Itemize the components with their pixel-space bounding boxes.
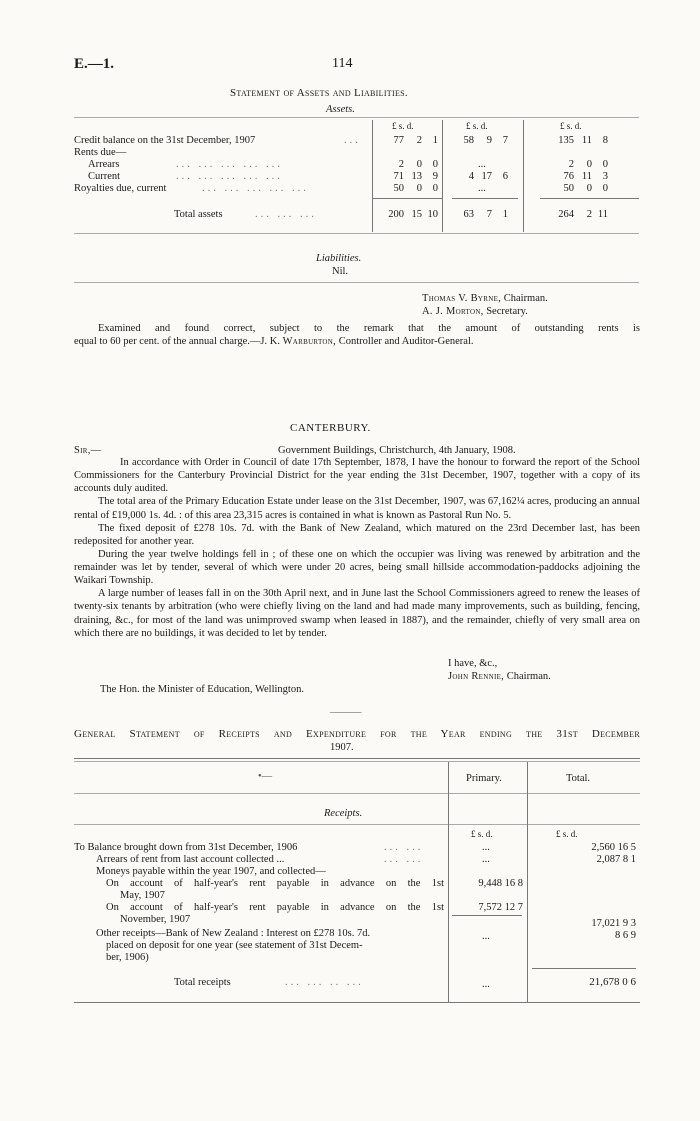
cell: 135 11 8 (558, 135, 608, 146)
cell: ... (482, 854, 490, 865)
table-row: On account of half-year's rent payable in advance on the 1st (106, 902, 444, 913)
receipts-title-year: 1907. (330, 742, 354, 753)
column-header-primary: Primary. (466, 773, 502, 784)
column-divider (442, 120, 443, 232)
addressee: The Hon. the Minister of Education, Wellington. (100, 684, 304, 695)
cell: ... (482, 979, 490, 990)
table-row: On account of half-year's rent payable in advance on the 1st (106, 878, 444, 889)
leader-dots: ... ... ... ... ... (176, 159, 283, 170)
letter-heading: CANTERBURY. (290, 422, 371, 434)
signature-chairman: Thomas V. Byrne, Chairman. (422, 293, 548, 304)
signature-secretary: A. J. Morton, Secretary. (422, 306, 528, 317)
leader-dots: ... ... (384, 854, 424, 865)
dash: •— (258, 771, 273, 782)
section-code: E.—1. (74, 56, 115, 72)
statement-title: Statement of Assets and Liabilities. (230, 87, 408, 99)
closing: I have, &c., (448, 658, 498, 669)
rule (452, 915, 522, 916)
cell: 2 0 0 (398, 159, 438, 170)
cell: 50 0 0 (563, 183, 608, 194)
table-row: Rents due— (74, 147, 127, 158)
cell: 77 2 1 (393, 135, 438, 146)
unit-header: £ s. d. (466, 121, 488, 131)
divider: ——— (330, 707, 362, 718)
page-number: 114 (332, 56, 353, 71)
rule (372, 198, 442, 199)
cell: 200 15 10 (388, 209, 438, 220)
table-row: To Balance brought down from 31st December, 1906 (74, 842, 298, 853)
receipts-title: General Statement of Receipts and Expenditure for the Year ending the 31st December (74, 728, 640, 740)
cell: 8 6 9 (615, 930, 636, 941)
liabilities-heading: Liabilities. (316, 253, 362, 264)
rule (74, 117, 639, 118)
audit-note: Examined and found correct, subject to the remark that the amount of outstanding rents is equal to 60 per cent. of the annual charge.—J. K. Warburton, Controller and Auditor-General. (74, 323, 640, 348)
receipts-heading: Receipts. (324, 808, 363, 819)
assets-heading: Assets. (326, 104, 355, 115)
cell: 76 11 3 (563, 171, 608, 182)
rule (74, 793, 640, 794)
dateline: Government Buildings, Christchurch, 4th January, 1908. (278, 445, 516, 456)
cell: 17,021 9 3 (591, 918, 636, 929)
cell: ... (478, 159, 486, 170)
table-row: Arrears (88, 159, 120, 170)
cell: ... (478, 183, 486, 194)
unit-header: £ s. d. (560, 121, 582, 131)
cell: 4 17 6 (468, 171, 508, 182)
paragraph: The total area of the Primary Education Estate under lease on the 31st December, 1907, was 67,162¼ acres, producing an annual rental of £19,000 1s. 4d. : of this area 23,315 acres is contained in what is known as Pastoral Run No. 5. (74, 496, 640, 521)
paragraph: During the year twelve holdings fell in ; of these one on which the occupier was living was renewed by arbitration and the remainder was let by tender, several of which were under 20 acres, being small hillside accommodation-paddocks adjoining the Waikari Township. (74, 548, 640, 587)
column-divider (523, 120, 524, 232)
letter-body (74, 456, 640, 640)
rule (452, 198, 518, 199)
cell: 63 7 1 (463, 209, 508, 220)
total-row: Total receipts (174, 977, 231, 988)
table-row: placed on deposit for one year (see statement of 31st Decem- (106, 940, 363, 951)
liabilities-value: Nil. (332, 266, 349, 277)
rule (532, 968, 636, 969)
cell: 58 9 7 (463, 135, 508, 146)
table-row: November, 1907 (120, 914, 191, 925)
cell: 2,560 16 5 (591, 842, 636, 853)
total-row: Total assets (174, 209, 223, 220)
table-row: Royalties due, current (74, 183, 167, 194)
cell: 21,678 0 6 (589, 976, 636, 988)
cell: 9,448 16 8 (478, 878, 523, 889)
column-header-total: Total. (566, 773, 591, 784)
table-row: Moneys payable within the year 1907, and collected— (96, 866, 326, 877)
paragraph: A large number of leases fall in on the 30th April next, and in June last the School Commissioners agreed to renew the leases of twenty-six tenants by arbitration (who were chiefly living on the land and had made many improvements, such as building, fencing, draining, &c., for most of the land was unimproved swamp when leased in 1887), and the remainder, chiefly of very small area on which there are no buildings, it was decided to let by tender. (74, 588, 640, 639)
unit-header: £ s. d. (471, 829, 493, 839)
leader-dots: ... ... (384, 842, 424, 853)
column-divider (372, 120, 373, 232)
rule (74, 761, 640, 762)
cell: 71 13 9 (393, 171, 438, 182)
rule (74, 282, 639, 283)
cell: 264 2 11 (558, 209, 608, 220)
signer: John Rennie, Chairman. (448, 671, 551, 682)
cell: 2,087 8 1 (596, 854, 636, 865)
paragraph: In accordance with Order in Council of date 17th September, 1878, I have the honour to forward the report of the School Commissioners for the Canterbury Provincial District for the year ending the 31st December, 1907, together with a copy of its accounts duly audited. (74, 457, 640, 495)
table-row: ber, 1906) (106, 952, 149, 963)
cell: 7,572 12 7 (478, 902, 523, 913)
unit-header: £ s. d. (392, 121, 414, 131)
leader-dots: ... ... ... ... ... (202, 183, 309, 194)
table-row: Credit balance on the 31st December, 1907 ... (74, 135, 361, 146)
cell: ... (482, 842, 490, 853)
cell: ... (482, 931, 490, 942)
unit-header: £ s. d. (556, 829, 578, 839)
table-row: Current (88, 171, 121, 182)
rule (74, 824, 640, 825)
table-row: May, 1907 (120, 890, 165, 901)
column-divider (448, 762, 449, 1002)
rule (74, 233, 639, 234)
leader-dots: ... ... ... (255, 209, 317, 220)
table-row: Arrears of rent from last account collected ... (96, 854, 285, 865)
cell: 50 0 0 (393, 183, 438, 194)
rule (540, 198, 639, 199)
paragraph: The fixed deposit of £278 10s. 7d. with the Bank of New Zealand, which matured on the 23rd December last, has been redeposited for another year. (74, 522, 640, 547)
rule (74, 1002, 640, 1003)
rule (74, 758, 640, 759)
leader-dots: ... ... .. ... (285, 977, 364, 988)
column-divider (527, 762, 528, 1002)
leader-dots: ... ... ... ... ... (176, 171, 283, 182)
salutation: Sir,— (74, 445, 102, 456)
table-row: Other receipts—Bank of New Zealand : Interest on £278 10s. 7d. (96, 928, 371, 939)
cell: 2 0 0 (568, 159, 608, 170)
